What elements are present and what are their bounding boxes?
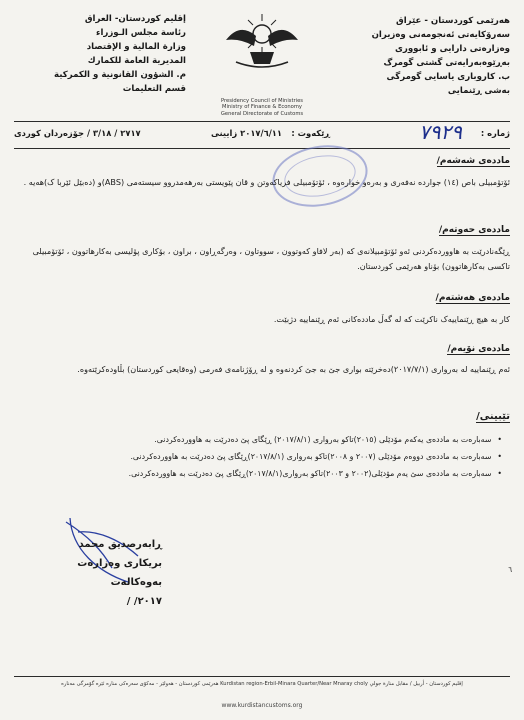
footer-website: www.kurdistancustoms.org xyxy=(221,702,303,709)
header-line: وەزارەتی دارایی و ئابووری xyxy=(395,44,510,54)
header-line: سەرۆکایەتی ئەنجومەنی وەزیران xyxy=(371,30,510,40)
notes-title: تێبینی/ xyxy=(476,411,510,422)
header-line: رئاسة مجلس الـوزراء xyxy=(96,28,186,38)
ref-date-kurdish: ٢٧١٧ / ٣/١٨ / جۆزەردان کوردی xyxy=(14,128,141,138)
note-item: • سەبارەت بە ماددەی یەکەم مۆدێلی (٢٠١٥)تاکو بەرواری (٢٠١٧/٨/١) ڕێگای پێ دەدرێت بە هاووردەکردنی. xyxy=(60,432,502,447)
article-body: ڕێگەنادرێت بە هاووردەکردنی ئەو ئۆتۆمبیلانەی کە (بەر لافاو کەوتوون ، سووتاون ، وەرگەڕاون ، براون ، بۆکاری پۆلیسی بەکارهاتوون ، ئۆتۆمبیلی تاکسی بەکارهاتوون) بۆناو هەرێمی کوردستان. xyxy=(32,246,510,271)
ref-number-label: ژمارە : xyxy=(480,128,510,138)
article-body: کار بە هیچ ڕێنماییەک ناکرێت کە لە گەڵ ماددەکانی ئەم ڕێنماییە دژبێت. xyxy=(273,314,510,324)
article-title: ماددەی حەوتەم/ xyxy=(438,225,510,235)
note-item: • سەبارەت بە ماددەی دووەم مۆدێلی (٢٠٠٧ و ٢٠٠٨)تاکو بەرواری (٢٠١٧/٨/١)ڕێگای پێ دەدرێت بە هاووردەکردنی. xyxy=(60,449,502,464)
ref-date-gregorian: ٢٠١٧/٦/١١ زایینی xyxy=(211,128,282,138)
signatory-capacity: بەوەکالەت xyxy=(110,577,162,588)
header-kurdish xyxy=(342,14,510,98)
logo-caption-line: General Directorate of Customs xyxy=(220,110,304,117)
article-title: ماددەی هەشتەم/ xyxy=(435,293,510,303)
ref-number-value: ٧٩٢٩ xyxy=(419,120,462,144)
page-number: ٦ xyxy=(508,566,512,574)
header-line: بەڕێوەبەرایەتی گشتی گومرگ xyxy=(383,58,510,68)
signature-block xyxy=(42,535,162,611)
header-line: إقليم كوردستان- العراق xyxy=(84,14,186,24)
logo-caption-line: Presidency Council of Ministries xyxy=(221,98,303,104)
logo-english-caption xyxy=(190,98,334,117)
article-body: ئۆتۆمبیلی باص (١٤) جواردە نەفەری و بەرەو خوارەوە ، ئۆتۆمبیلی فریاکەوتن و قان پێویستی بەرهەمدروو سیستەمی (ABS)و (دەبێل ئێربا ک)هەیە . xyxy=(23,177,510,187)
header-line: المديرية العامة للكمارك xyxy=(87,56,186,66)
article-body: ئەم ڕێنماییە لە بەرواری (٢٠١٧/٧/١)دەخرێتە بواری جێ بە جێ کردنەوە و لە ڕۆژنامەی فەرمی (وەقایعی کوردستان) بڵاودەکرێتەوە. xyxy=(77,364,510,374)
ref-date-label: ڕێکەوت : xyxy=(291,128,330,138)
header-line: قسم التعليمات xyxy=(122,84,186,94)
ref-divider xyxy=(14,148,510,149)
signature-date: ٢٠١٧/ / xyxy=(126,596,162,607)
note-item: • سەبارەت بە ماددەی سێ یەم مۆدێلی(٢٠٠٢ و ٢٠٠٣)تاکو بەرواری(٢٠١٧/٨/١)ڕێگای پێ دەدرێت بە هاووردەکردنی. xyxy=(60,466,502,481)
header-line: هەرێمی کوردستان - عێراق xyxy=(396,16,510,26)
footer-address: هەرێمی کوردستان - هەولێر - مەکۆی سەرەکی منارە ئێرە گۆمرگی مەنارە Kurdistan region-Erbil-Minara Quarter/Near Mnaray choly إقليم كوردستان - أربيل / مقابل منارة جولي xyxy=(61,681,463,687)
reference-row xyxy=(14,120,510,146)
header-line: بەشی ڕێنمایی xyxy=(447,86,510,96)
article-title: ماددەی شەشەم/ xyxy=(436,156,510,166)
header-line: ب. کاروباری یاسایی گومرگی xyxy=(386,72,510,82)
government-emblem-logo xyxy=(206,10,318,70)
header-line: وزارة المالية و الإقتصاد xyxy=(86,42,186,52)
logo-caption-line: Ministry of Finance & Economy xyxy=(222,104,302,111)
footer-divider xyxy=(14,676,510,677)
header-line: م. الشؤون القانونية و الكمركية xyxy=(54,70,186,80)
signatory-name: ڕابەرصدیق محمد xyxy=(78,539,162,550)
signatory-title: بریکاری وەزارەت xyxy=(77,558,162,569)
header-arabic xyxy=(14,12,186,96)
article-title: ماددەی نۆیەم/ xyxy=(447,344,510,354)
